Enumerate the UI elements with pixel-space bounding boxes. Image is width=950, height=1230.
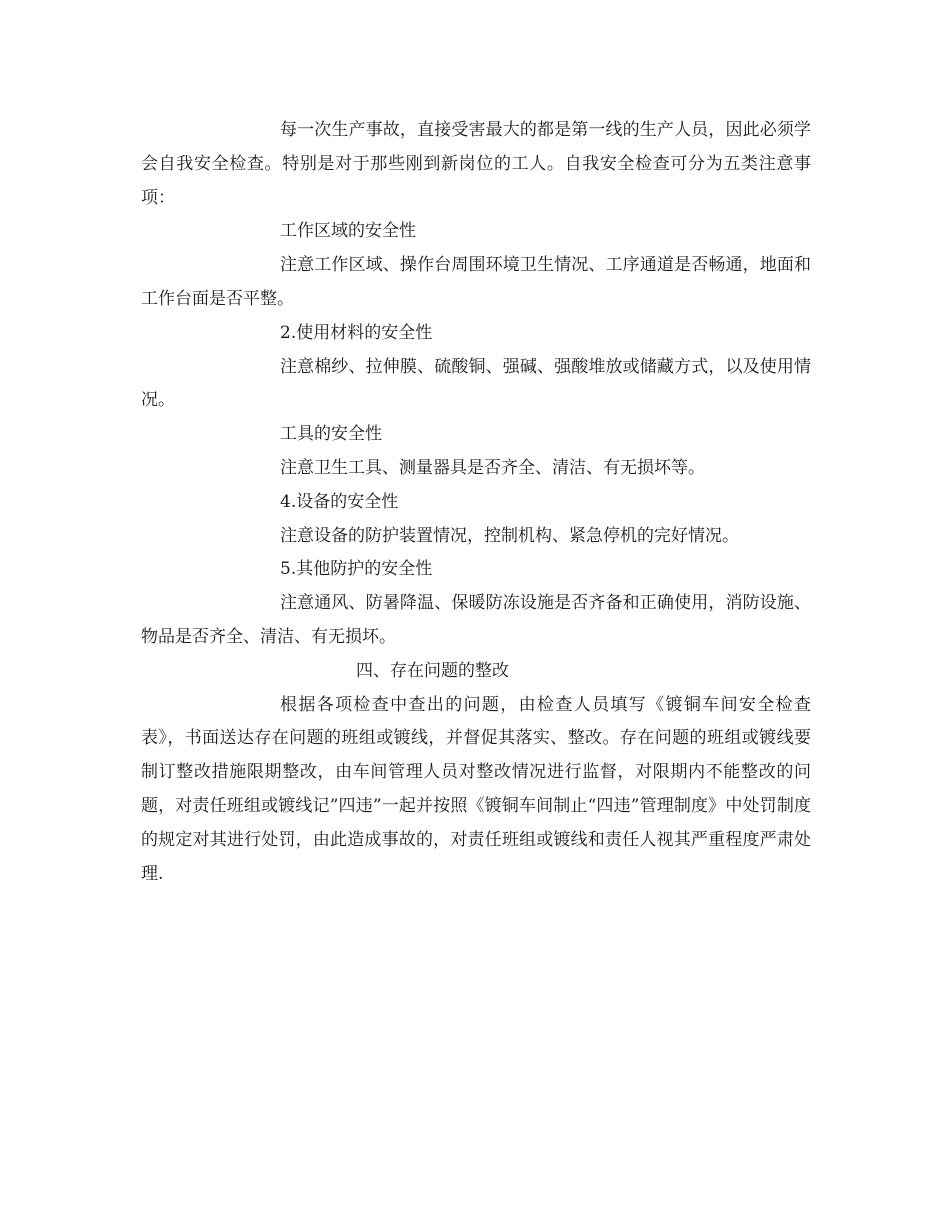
item-body-equipment: 注意设备的防护装置情况，控制机构、紧急停机的完好情况。 xyxy=(280,525,739,546)
item-heading-materials: 2.使用材料的安全性 xyxy=(280,322,433,343)
item-heading-tools: 工具的安全性 xyxy=(280,424,382,445)
item-heading-work-area: 工作区域的安全性 xyxy=(280,221,416,242)
item-heading-other-protection: 5.其他防护的安全性 xyxy=(280,559,433,580)
closing-paragraph: 根据各项检查中查出的问题，由检查人员填写《镀铜车间安全检查表》，书面送达存在问题的班组或镀线，并督促其落实、整改。存在问题的班组或镀线要制订整改措施限期整改，由车间管理人员对整改情况进行监督，对限期内不能整改的问题，对责任班组或镀线记”四违”一起并按照《镀铜车间制止“四违”管理制度》中处罚制度的规定对其进行处罚，由此造成事故的，对责任班组或镀线和责任人视其严重程度严肃处理. xyxy=(141,694,811,884)
intro-paragraph: 每一次生产事故，直接受害最大的都是第一线的生产人员，因此必须学会自我安全检查。特别是对于那些刚到新岗位的工人。自我安全检查可分为五类注意事项： xyxy=(141,120,811,208)
document-body xyxy=(141,114,811,891)
item-body-other-protection: 注意通风、防暑降温、保暖防冻设施是否齐备和正确使用，消防设施、物品是否齐全、清洁、有无损坏。 xyxy=(141,593,811,647)
item-body-tools: 注意卫生工具、测量器具是否齐全、清洁、有无损坏等。 xyxy=(280,457,705,478)
item-body-materials: 注意棉纱、拉伸膜、硫酸铜、强碱、强酸堆放或储藏方式，以及使用情况。 xyxy=(141,356,811,411)
item-body-work-area: 注意工作区域、操作台周围环境卫生情况、工序通道是否畅通，地面和工作台面是否平整。 xyxy=(141,255,811,309)
item-heading-equipment: 4.设备的安全性 xyxy=(280,491,399,512)
section-heading: 四、存在问题的整改 xyxy=(356,660,509,681)
